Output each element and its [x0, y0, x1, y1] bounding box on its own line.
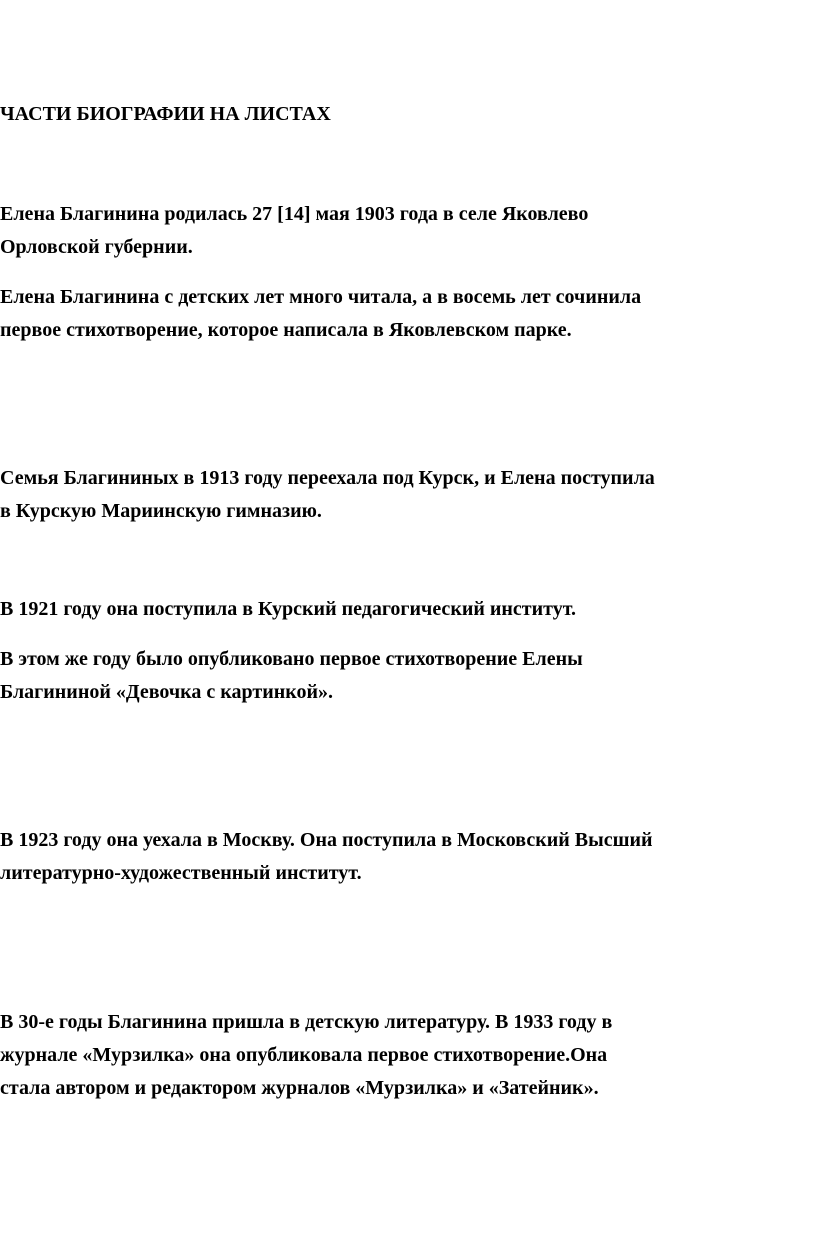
- paragraph-birth: [0, 198, 812, 264]
- paragraph-line: В этом же году было опубликовано первое стихотворение Елены: [0, 648, 583, 670]
- paragraph-line: Елена Благинина с детских лет много читала, а в восемь лет сочинила: [0, 286, 642, 308]
- paragraph-line: первое стихотворение, которое написала в Яковлевском парке.: [0, 319, 572, 341]
- paragraph-line: литературно-художественный институт.: [0, 862, 362, 884]
- paragraph-childhood: [0, 281, 812, 347]
- paragraph-murzilka: [0, 1006, 812, 1105]
- paragraph-line: В 1923 году она уехала в Москву. Она поступила в Московский Высший: [0, 829, 653, 851]
- paragraph-institute: [0, 593, 812, 626]
- paragraph-line: В 1921 году она поступила в Курский педагогический институт.: [0, 598, 577, 620]
- paragraph-line: Благининой «Девочка с картинкой».: [0, 681, 334, 703]
- paragraph-line: Елена Благинина родилась 27 [14] мая 1903 года в селе Яковлево: [0, 203, 589, 225]
- title-line: ЧАСТИ БИОГРАФИИ НА ЛИСТАХ: [0, 103, 331, 125]
- paragraph-kursk: [0, 462, 812, 528]
- paragraph-moscow: [0, 824, 812, 890]
- paragraph-line: Семья Благининых в 1913 году переехала под Курск, и Елена поступила: [0, 467, 655, 489]
- paragraph-first-poem: [0, 643, 812, 709]
- document-title: [0, 98, 812, 131]
- paragraph-line: в Курскую Мариинскую гимназию.: [0, 500, 322, 522]
- paragraph-line: журнале «Мурзилка» она опубликовала первое стихотворение.Она: [0, 1044, 608, 1066]
- paragraph-line: В 30-е годы Благинина пришла в детскую литературу. В 1933 году в: [0, 1011, 613, 1033]
- paragraph-line: стала автором и редактором журналов «Мурзилка» и «Затейник».: [0, 1077, 599, 1099]
- paragraph-line: Орловской губернии.: [0, 236, 193, 258]
